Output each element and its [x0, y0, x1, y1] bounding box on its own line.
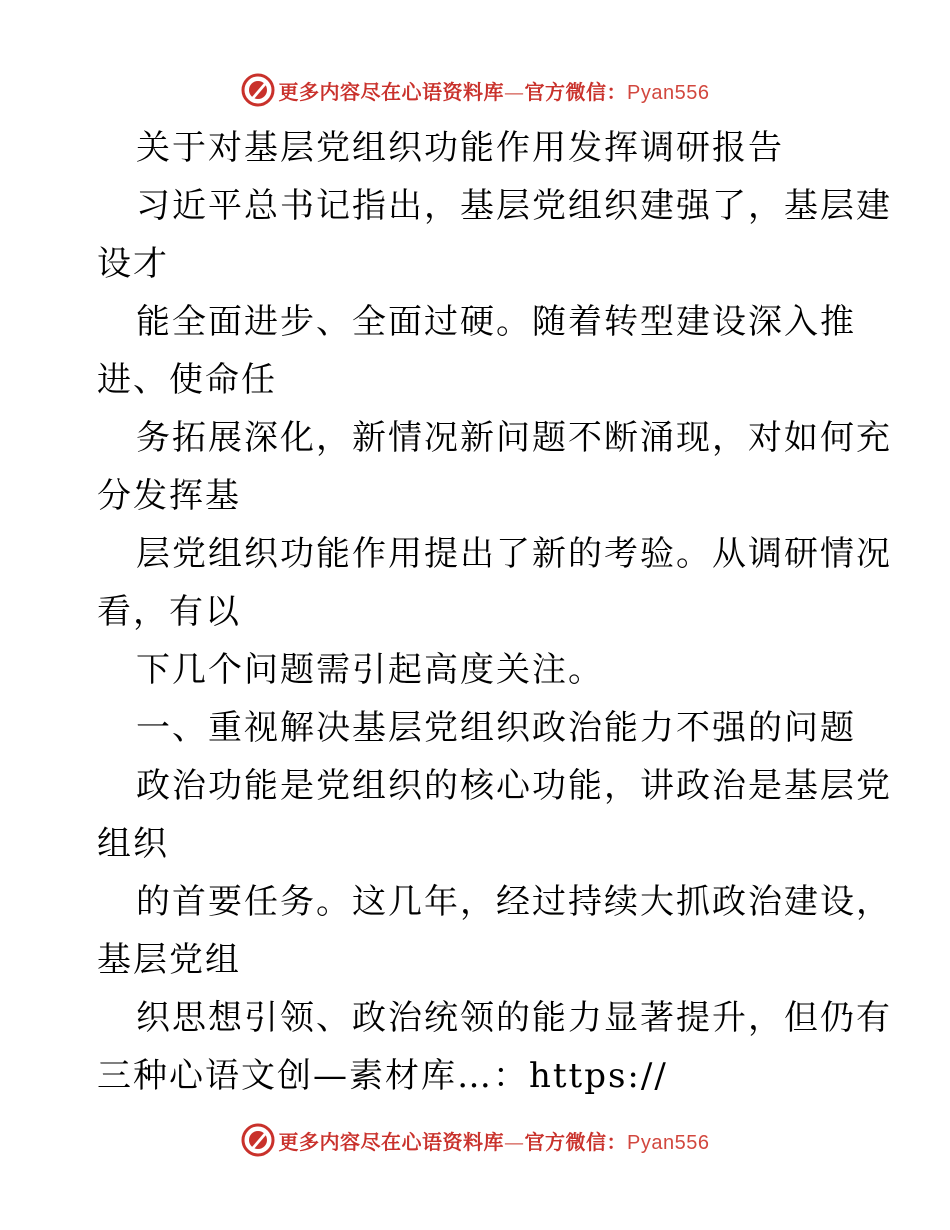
text-line: 分发挥基 [97, 476, 241, 516]
header-banner-id: Pyan556 [627, 81, 710, 104]
footer-banner[interactable] [0, 1120, 950, 1160]
text-line: 的首要任务。这几年，经过持续大抓政治建设， [136, 882, 892, 922]
header-banner[interactable] [0, 70, 950, 110]
text-line: 组织 [97, 824, 169, 864]
text-line: 看，有以 [97, 592, 241, 632]
pen-logo-icon [241, 1123, 275, 1157]
header-banner-main: 更多内容尽在心语资料库 [278, 79, 505, 104]
text-line: 政治功能是党组织的核心功能，讲政治是基层党 [136, 766, 892, 806]
footer-banner-id: Pyan556 [627, 1131, 710, 1154]
footer-banner-main: 更多内容尽在心语资料库 [278, 1129, 505, 1154]
section-heading: 一、重视解决基层党组织政治能力不强的问题 [136, 708, 856, 748]
text-line: 务拓展深化，新情况新问题不断涌现，对如何充 [136, 418, 892, 458]
footer-banner-text [279, 1126, 710, 1155]
text-line: 基层党组 [97, 940, 241, 980]
document-title: 关于对基层党组织功能作用发挥调研报告 [136, 128, 784, 168]
text-line: 三种心语文创—素材库…：https:// [97, 1056, 668, 1096]
text-line: 织思想引领、政治统领的能力显著提升，但仍有 [136, 998, 892, 1038]
header-banner-wechat: 官方微信： [524, 79, 628, 104]
text-line: 层党组织功能作用提出了新的考验。从调研情况 [136, 534, 892, 574]
text-line: 进、使命任 [97, 360, 277, 400]
header-banner-text [279, 76, 710, 105]
text-line: 设才 [97, 244, 169, 284]
text-line: 习近平总书记指出，基层党组织建强了，基层建 [136, 186, 892, 226]
pen-logo-icon [241, 73, 275, 107]
footer-banner-wechat: 官方微信： [524, 1129, 628, 1154]
header-banner-dash: — [504, 79, 525, 104]
text-line: 下几个问题需引起高度关注。 [136, 650, 604, 690]
footer-banner-dash: — [504, 1129, 525, 1154]
text-line: 能全面进步、全面过硬。随着转型建设深入推 [136, 302, 856, 342]
